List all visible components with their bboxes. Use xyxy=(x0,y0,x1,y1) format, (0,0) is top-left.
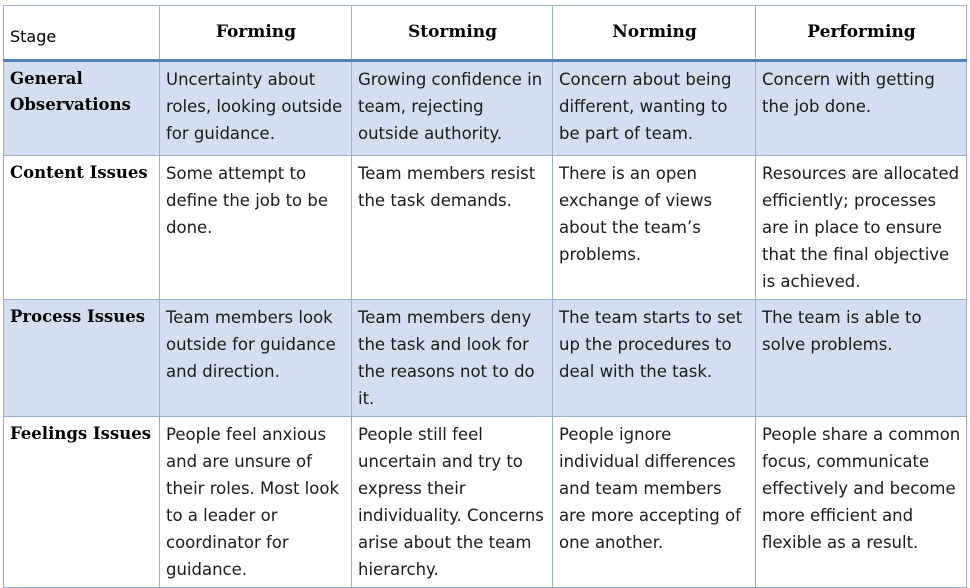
table-row xyxy=(4,156,967,300)
cell-general-storming: Growing confidence in team, rejecting outside authority. xyxy=(352,61,553,156)
cell-content-norming: There is an open exchange of views about the team’s problems. xyxy=(553,156,756,300)
team-stages-table xyxy=(3,5,967,588)
cell-feelings-storming: People still feel uncertain and try to express their individuality. Concerns arise about the team hierarchy. xyxy=(352,417,553,588)
cell-process-storming: Team members deny the task and look for the reasons not to do it. xyxy=(352,300,553,417)
header-storming: Storming xyxy=(352,6,553,61)
cell-content-performing: Resources are allocated efficiently; processes are in place to ensure that the final objective is achieved. xyxy=(756,156,967,300)
row-label-process-issues: Process Issues xyxy=(4,300,160,417)
cell-general-forming: Uncertainty about roles, looking outside for guidance. xyxy=(160,61,352,156)
table-row xyxy=(4,61,967,156)
table-row xyxy=(4,417,967,588)
cell-general-norming: Concern about being different, wanting to be part of team. xyxy=(553,61,756,156)
row-label-content-issues: Content Issues xyxy=(4,156,160,300)
cell-general-performing: Concern with getting the job done. xyxy=(756,61,967,156)
header-forming: Forming xyxy=(160,6,352,61)
cell-process-performing: The team is able to solve problems. xyxy=(756,300,967,417)
cell-feelings-norming: People ignore individual differences and team members are more accepting of one another. xyxy=(553,417,756,588)
cell-content-forming: Some attempt to define the job to be done. xyxy=(160,156,352,300)
header-stage: Stage xyxy=(4,6,160,61)
header-row xyxy=(4,6,967,61)
row-label-general-observations: General Observations xyxy=(4,61,160,156)
cell-process-norming: The team starts to set up the procedures to deal with the task. xyxy=(553,300,756,417)
team-stages-table-container xyxy=(3,5,967,588)
cell-feelings-forming: People feel anxious and are unsure of their roles. Most look to a leader or coordinator for guidance. xyxy=(160,417,352,588)
cell-content-storming: Team members resist the task demands. xyxy=(352,156,553,300)
cell-process-forming: Team members look outside for guidance and direction. xyxy=(160,300,352,417)
row-label-feelings-issues: Feelings Issues xyxy=(4,417,160,588)
table-row xyxy=(4,300,967,417)
header-norming: Norming xyxy=(553,6,756,61)
cell-feelings-performing: People share a common focus, communicate effectively and become more efficient and flexible as a result. xyxy=(756,417,967,588)
header-performing: Performing xyxy=(756,6,967,61)
